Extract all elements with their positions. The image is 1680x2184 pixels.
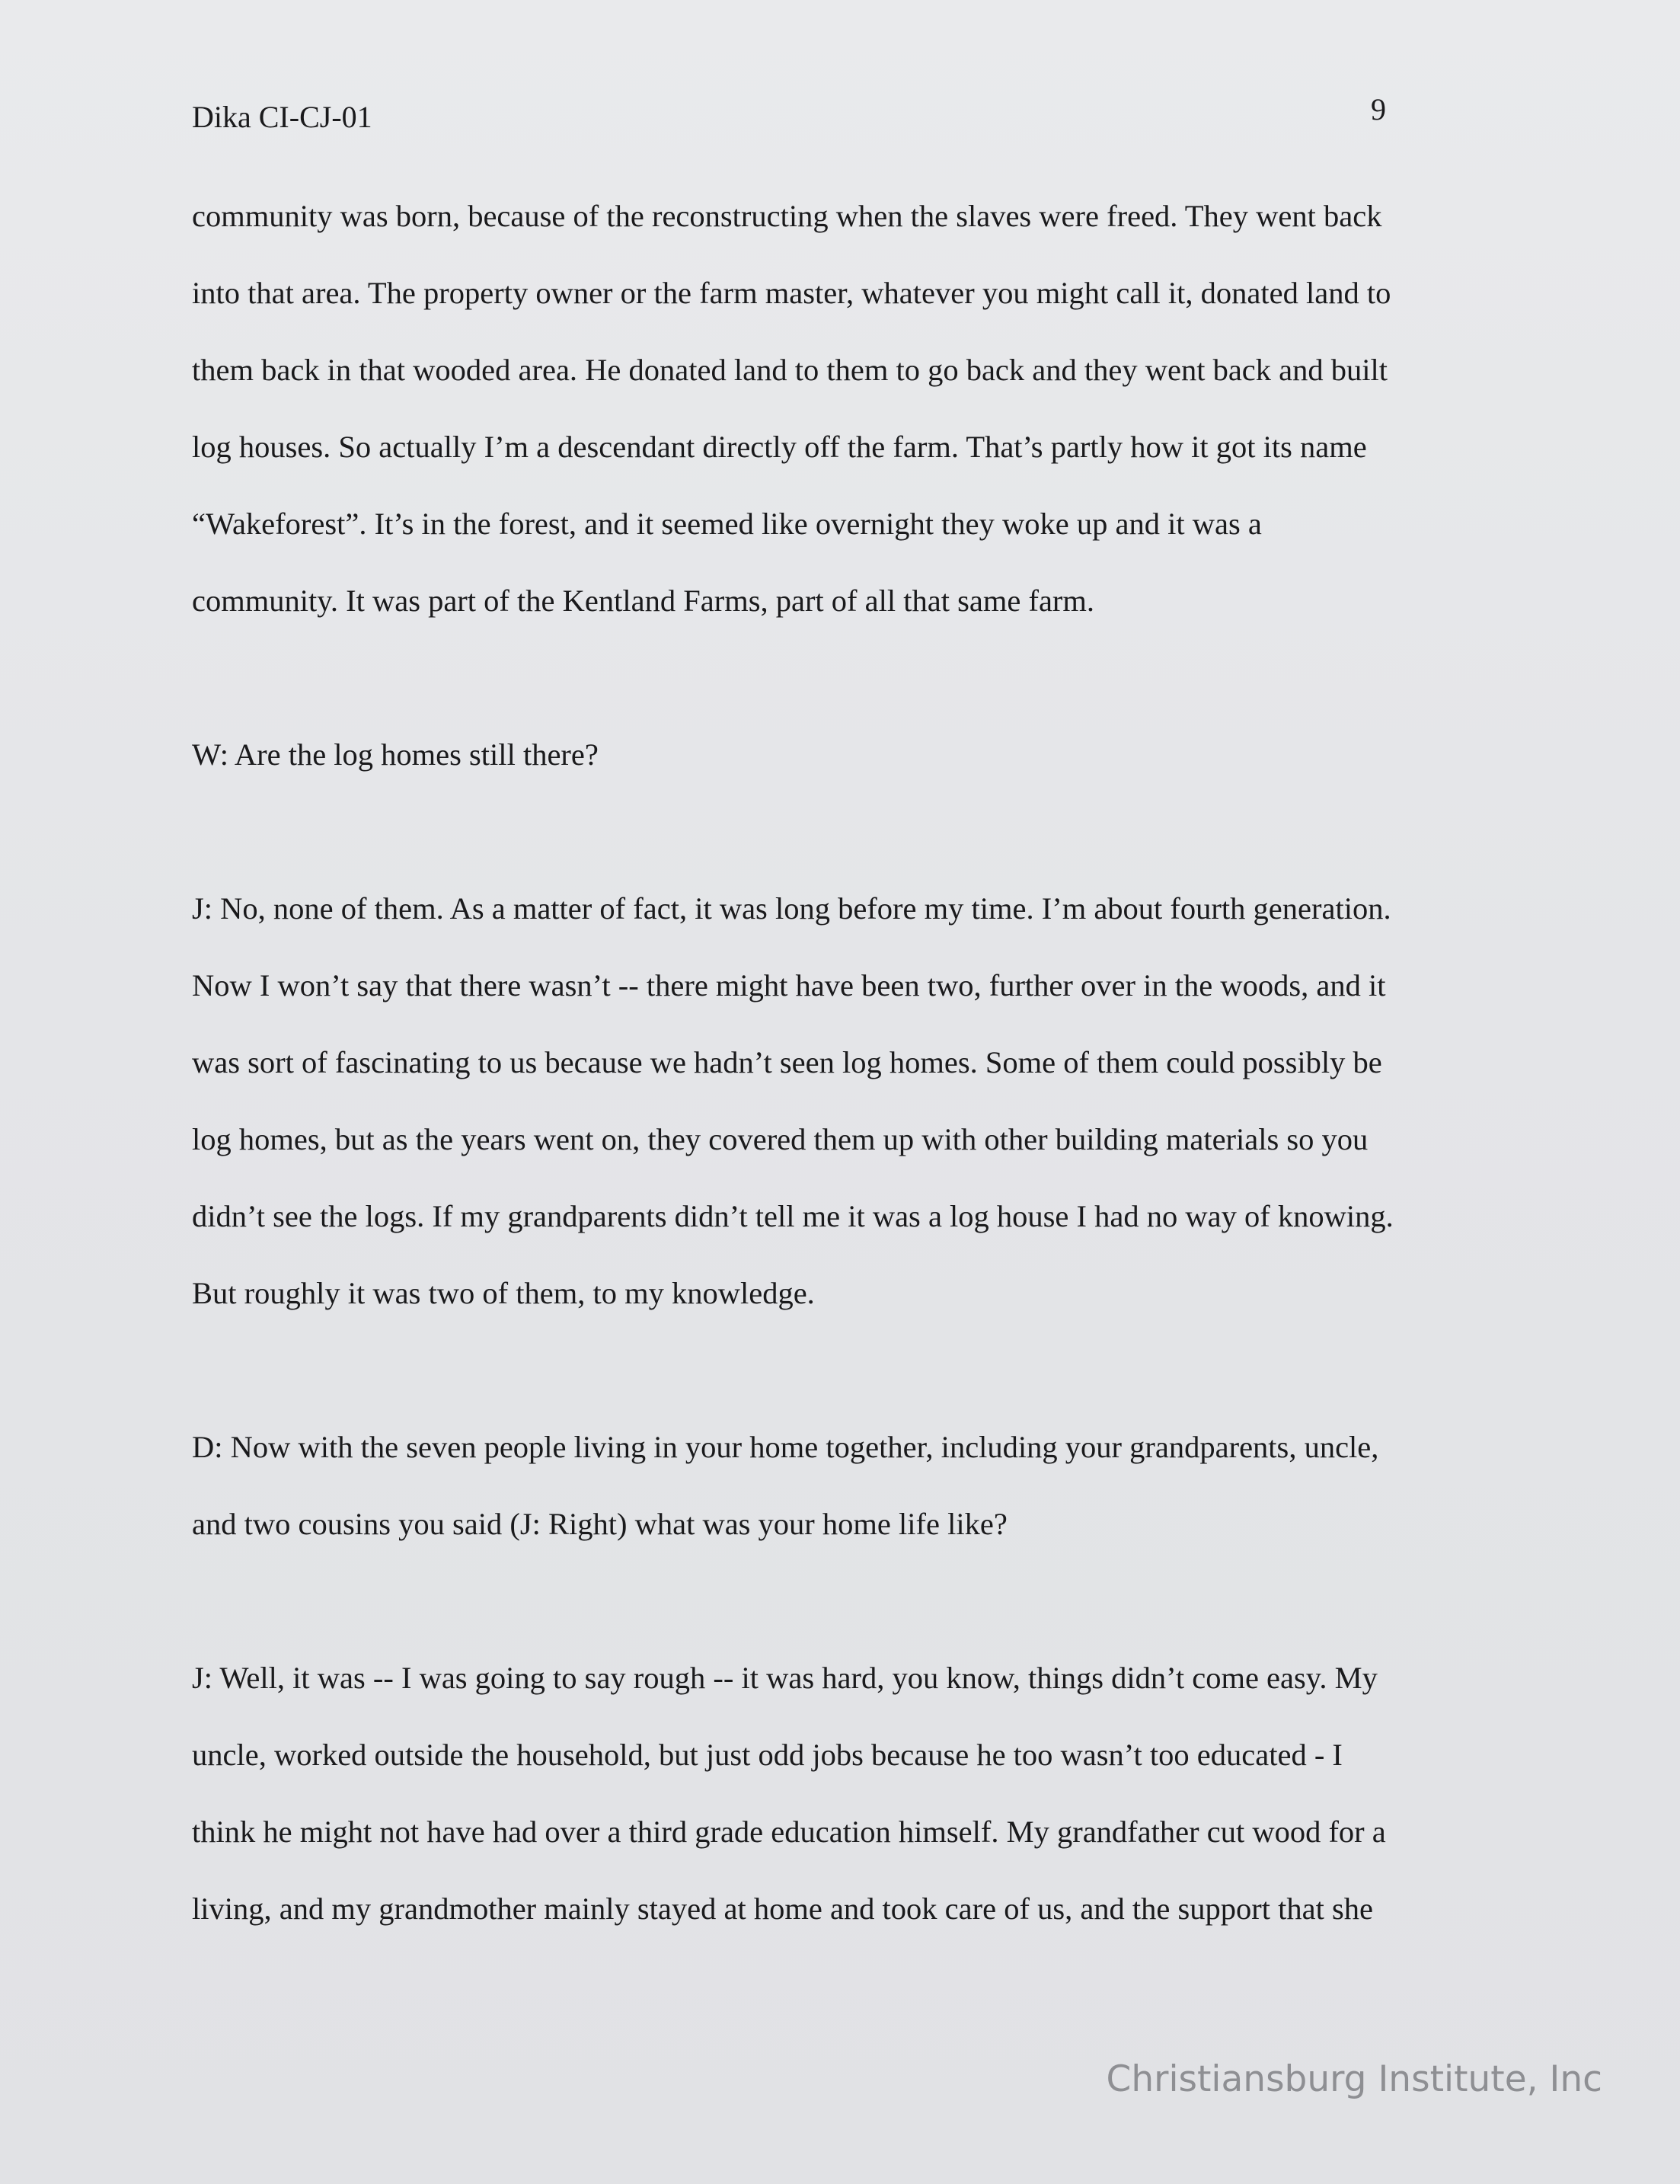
document-id: Dika CI-CJ-01	[192, 100, 372, 134]
paragraph	[192, 1423, 1487, 1577]
paragraph-gap	[192, 807, 1487, 884]
paragraph	[192, 731, 1487, 807]
text-line: community. It was part of the Kentland Farms, part of all that same farm.	[192, 584, 1095, 618]
text-line: living, and my grandmother mainly stayed at home and took care of us, and the support that she	[192, 1891, 1374, 1926]
text-line: D: Now with the seven people living in your home together, including your grandparents, uncle,	[192, 1430, 1379, 1464]
text-line: W: Are the log homes still there?	[192, 737, 599, 772]
page-number: 9	[1371, 92, 1386, 126]
text-line: into that area. The property owner or the farm master, whatever you might call it, donated land to	[192, 276, 1391, 310]
text-line: uncle, worked outside the household, but just odd jobs because he too wasn’t too educated - I	[192, 1738, 1343, 1772]
paragraph	[192, 192, 1487, 654]
paragraph	[192, 884, 1487, 1346]
text-line: But roughly it was two of them, to my knowledge.	[192, 1276, 815, 1310]
paragraph-gap	[192, 1577, 1487, 1654]
transcript-body	[192, 192, 1487, 1962]
watermark: Christiansburg Institute, Inc	[1106, 2058, 1602, 2100]
text-line: log houses. So actually I’m a descendant directly off the farm. That’s partly how it got its name	[192, 430, 1367, 464]
text-line: think he might not have had over a third grade education himself. My grandfather cut wood for a	[192, 1815, 1386, 1849]
text-line: them back in that wooded area. He donated land to them to go back and they went back and built	[192, 353, 1388, 387]
text-line: didn’t see the logs. If my grandparents didn’t tell me it was a log house I had no way of knowing.	[192, 1199, 1394, 1233]
text-line: and two cousins you said (J: Right) what was your home life like?	[192, 1507, 1008, 1541]
paragraph-gap	[192, 654, 1487, 731]
text-line: Now I won’t say that there wasn’t -- there might have been two, further over in the woods, and it	[192, 968, 1386, 1002]
text-line: J: Well, it was -- I was going to say rough -- it was hard, you know, things didn’t come easy. My	[192, 1661, 1378, 1695]
text-line: was sort of fascinating to us because we hadn’t seen log homes. Some of them could possibly be	[192, 1045, 1382, 1079]
text-line: community was born, because of the reconstructing when the slaves were freed. They went back	[192, 199, 1382, 233]
text-line: “Wakeforest”. It’s in the forest, and it seemed like overnight they woke up and it was a	[192, 507, 1262, 541]
paragraph-gap	[192, 1346, 1487, 1423]
text-line: log homes, but as the years went on, they covered them up with other building materials so you	[192, 1122, 1369, 1156]
text-line: J: No, none of them. As a matter of fact, it was long before my time. I’m about fourth generation.	[192, 891, 1391, 926]
paragraph	[192, 1654, 1487, 1962]
